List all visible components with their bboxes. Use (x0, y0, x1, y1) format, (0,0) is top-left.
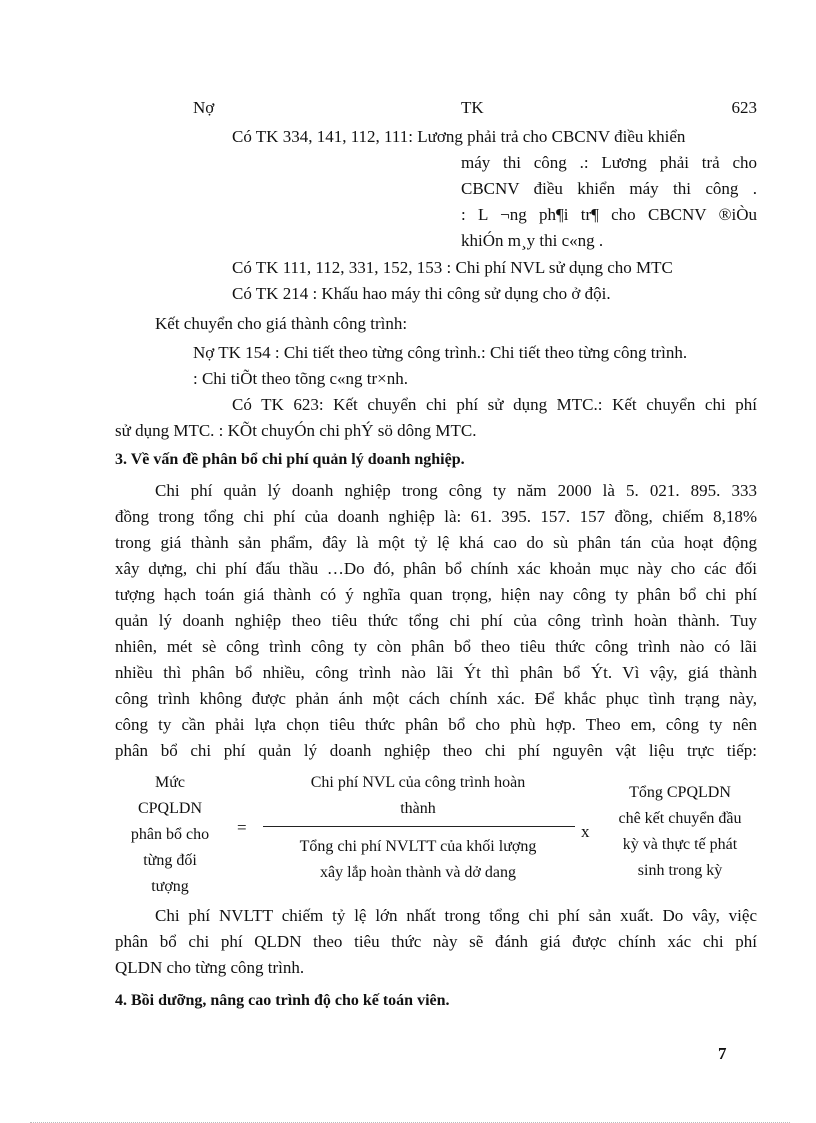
credit-line-cont: : L ¬ng ph¶i tr¶ cho CBCNV ®iÒu (461, 205, 757, 224)
credit-line-334: Có TK 334, 141, 112, 111: Lương phải trả cho CBCNV điều khiển (232, 127, 686, 146)
transfer-heading: Kết chuyển cho giá thành công trình: (155, 314, 408, 333)
paragraph-line: quản lý doanh nghiệp theo tiêu thức tổng chi phí của công trình hoàn thành. Tuy (115, 611, 757, 630)
formula-left-line: Mức (155, 774, 185, 791)
paragraph-line: phân bổ chi phí quản lý doanh nghiệp theo chi phí nguyên vật liệu trực tiếp: (115, 741, 757, 760)
equals-sign: = (237, 818, 247, 837)
paragraph-line: trong giá thành sản phẩm, đây là một tỷ lệ khá cao do sù phân tán của hoạt động (115, 533, 757, 552)
paragraph-line: nhiên, mét sè công trình công ty còn phân bổ theo tiêu thức công trình nào có lãi (115, 637, 757, 656)
numerator-line: thành (400, 800, 436, 817)
formula-left-term (115, 770, 225, 900)
denominator-line: Tổng chi phí NVLTT của khối lượng (299, 838, 537, 855)
debit-line-cont: : Chi tiÕt theo tõng c«ng tr×nh. (193, 369, 408, 388)
section-3-heading: 3. Về vấn đề phân bổ chi phí quản lý doanh nghiệp. (115, 451, 465, 468)
page-number: 7 (718, 1044, 727, 1063)
formula-right-line: Tổng CPQLDN (629, 784, 731, 801)
paragraph-line: tượng hạch toán giá thành có ý nghĩa quan trọng, hiện nay công ty phân bổ chi phí (115, 585, 757, 604)
credit-line-cont: máy thi công .: Lương phải trả cho (461, 153, 757, 172)
credit-line-cont: CBCNV điều khiển máy thi công . (461, 179, 757, 198)
credit-line-623-cont: sử dụng MTC. : KÕt chuyÓn chi phÝ sö dông MTC. (115, 421, 477, 440)
credit-line-cont: khiÓn m¸y thi c«ng . (461, 231, 604, 250)
journal-entry-header (193, 95, 757, 121)
credit-line-111: Có TK 111, 112, 331, 152, 153 : Chi phí NVL sử dụng cho MTC (232, 258, 673, 277)
formula-right-line: chê kết chuyển đầu (618, 810, 742, 827)
multiply-sign: x (581, 822, 590, 841)
account-label: TK (461, 98, 484, 117)
paragraph-line: nhiều thì phân bổ nhiều, công trình nào lãi Ýt thì phân bổ Ýt. Vì vậy, giá thành (115, 663, 757, 682)
paragraph-line: Chi phí NVLTT chiếm tỷ lệ lớn nhất trong tổng chi phí sản xuất. Do vây, việc (155, 906, 757, 925)
formula-numerator (263, 770, 573, 822)
section-4-heading: 4. Bồi dưỡng, nâng cao trình độ cho kế toán viên. (115, 992, 450, 1009)
formula-right-line: kỳ và thực tế phát (622, 836, 738, 853)
paragraph-line: đồng trong tổng chi phí của doanh nghiệp là: 61. 395. 157. 157 đồng, chiếm 8,18% (115, 507, 757, 526)
formula-denominator (263, 834, 573, 886)
denominator-line: xây lắp hoàn thành và dở dang (320, 864, 516, 881)
account-code: 623 (731, 98, 757, 117)
allocation-formula (115, 770, 757, 895)
paragraph-line: công trình không được phản ánh một cách chính xác. Để khắc phục tình trạng này, (115, 689, 757, 708)
paragraph-line: phân bổ chi phí QLDN theo tiêu thức này sẽ đánh giá được chính xác chi phí (115, 932, 757, 951)
formula-left-line: CPQLDN (137, 800, 202, 817)
numerator-line: Chi phí NVL của công trình hoàn (310, 774, 526, 791)
debit-label: Nợ (193, 98, 215, 117)
formula-left-line: từng đối (143, 852, 197, 869)
paragraph-line: công ty cần phải lựa chọn tiêu thức phân bổ cho phù hợp. Theo em, công ty nên (115, 715, 757, 734)
paragraph-line: QLDN cho từng công trình. (115, 958, 305, 977)
credit-line-214: Có TK 214 : Khấu hao máy thi công sử dụng cho ở đội. (232, 284, 611, 303)
credit-line-623: Có TK 623: Kết chuyển chi phí sử dụng MTC.: Kết chuyển chi phí (232, 395, 757, 414)
formula-right-line: sinh trong kỳ (637, 862, 723, 879)
debit-line-154: Nợ TK 154 : Chi tiết theo từng công trình.: Chi tiết theo từng công trình. (193, 343, 688, 362)
paragraph-line: Chi phí quản lý doanh nghiệp trong công ty năm 2000 là 5. 021. 895. 333 (155, 481, 757, 500)
formula-left-line: tượng (151, 878, 189, 895)
formula-left-line: phân bổ cho (130, 826, 210, 843)
formula-right-term (605, 780, 755, 884)
fraction-bar (263, 826, 575, 827)
paragraph-line: xây dựng, chi phí đấu thầu …Do đó, phân bổ chính xác khoản mục này cho các đối (115, 559, 757, 578)
